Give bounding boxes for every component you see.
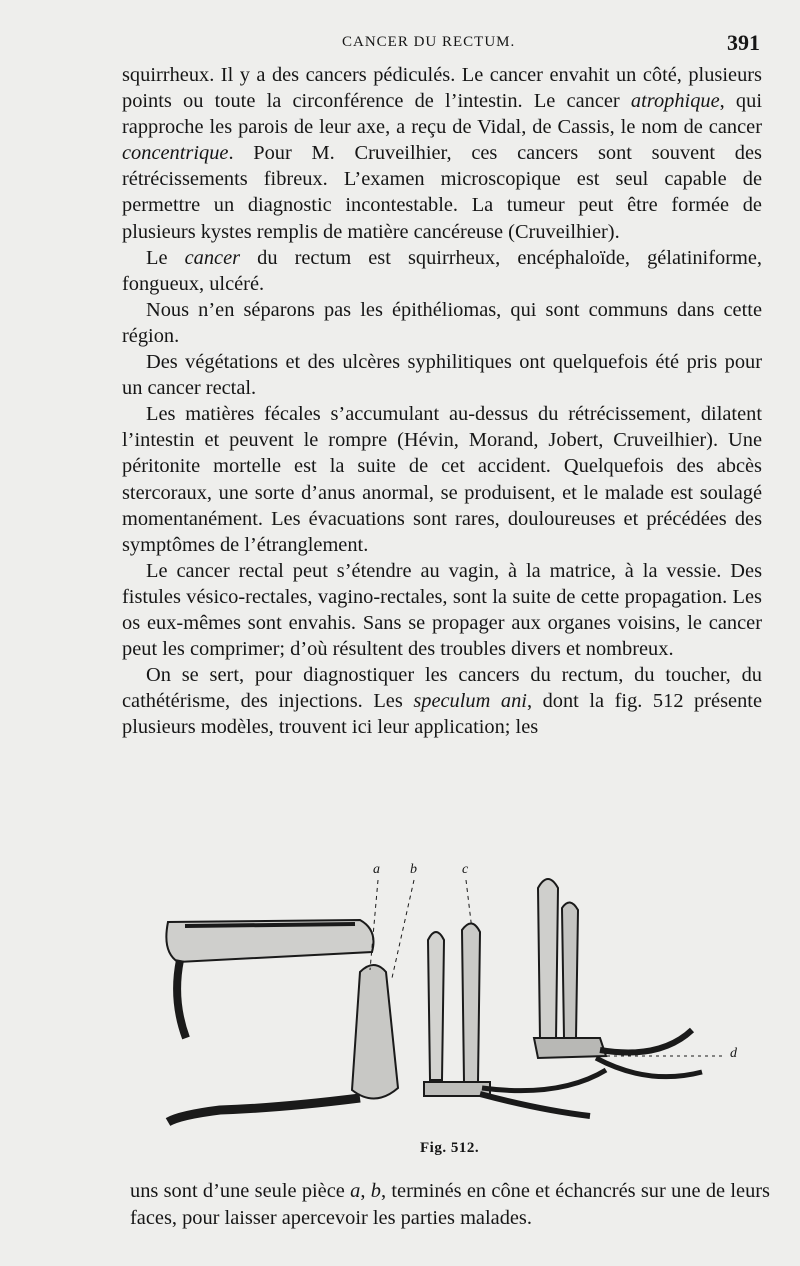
speculum-c-blade-left [428, 932, 444, 1080]
speculum-b-handle [168, 1098, 360, 1122]
speculum-b-cone [352, 965, 398, 1099]
paragraph-4: Des végétations et des ulcères syphilitiques ont quelquefois été pris pour un cancer rectal. [122, 351, 762, 400]
paragraph-7: On se sert, pour diagnostiquer les cancers du rectum, du toucher, du cathétérisme, des injections. Les speculum ani, dont la fig. 512 présente plusieurs modèles, trouvent ici leur application; les [122, 664, 762, 739]
speculum-d-handle-2 [596, 1058, 702, 1077]
figure-caption: Fig. 512. [420, 1140, 480, 1156]
paragraph-8: uns sont d’une seule pièce a, b, terminés en cône et échancrés sur une de leurs faces, pour laisser apercevoir les parties malades. [130, 1180, 770, 1229]
page-number: 391 [727, 30, 760, 55]
paragraph-2: Le cancer du rectum est squirrheux, encéphaloïde, gélatiniforme, fongueux, ulcéré. [122, 246, 762, 295]
leader-line-a [370, 880, 378, 970]
speculum-d-blade-right [562, 902, 578, 1038]
speculum-c-handle-1 [480, 1094, 590, 1116]
paragraph-5: Les matières fécales s’accumulant au-dessus du rétrécissement, dilatent l’intestin et peuvent le rompre (Hévin, Morand, Jobert, Cruveilhier). Une péritonite mortelle est la suite de cet accident. Quelquefois des abcès stercoraux, une sorte d’anus anormal, se produisent, et le malade est soulagé momentanément. Les évacuations sont rares, douloureuses et précédées des symptômes de l’étranglement. [122, 403, 762, 556]
tail-text [130, 1178, 770, 1232]
paragraph-6: Le cancer rectal peut s’étendre au vagin, à la matrice, à la vessie. Des fistules vésico-rectales, vagino-rectales, sont la suite de cette propagation. Les os eux-mêmes sont envahis. Sans se propager aux organes voisins, le cancer peut les comprimer; d’où résultent des troubles divers et nombreux. [122, 559, 762, 661]
speculum-illustration [160, 860, 760, 1140]
figure-label-d: d [730, 1046, 737, 1061]
speculum-c-blade-right [462, 923, 480, 1082]
figure-label-c: c [462, 862, 469, 877]
figure-speculum-ani [160, 860, 760, 1160]
paragraph-3: Nous n’en séparons pas les épithéliomas, qui sont communs dans cette région. [122, 298, 762, 347]
speculum-a-slit [185, 924, 355, 926]
leader-line-b [392, 880, 414, 978]
figure-label-b: b [410, 862, 417, 877]
speculum-a-handle [177, 960, 186, 1038]
page-header [122, 32, 762, 56]
running-title: CANCER DU RECTUM. [342, 34, 516, 50]
figure-label-a: a [373, 862, 380, 877]
speculum-d-hinge [534, 1038, 606, 1058]
body-text [122, 62, 762, 740]
paragraph-1: squirrheux. Il y a des cancers pédiculés. Le cancer envahit un côté, plusieurs points ou toute la circonférence de l’intestin. Le cancer atrophique, qui rapproche les parois de leur axe, a reçu de Vidal, de Cassis, le nom de cancer concentrique. Pour M. Cruveilhier, ces cancers sont souvent des rétrécissements fibreux. L’examen microscopique est seul capable de permettre un diagnostic incontestable. La tumeur peut être formée de plusieurs kystes remplis de matière cancéreuse (Cruveilhier). [122, 64, 762, 243]
speculum-c-handle-2 [482, 1070, 606, 1091]
speculum-d-blade-left [538, 879, 558, 1040]
speculum-d-handle-1 [600, 1030, 692, 1053]
